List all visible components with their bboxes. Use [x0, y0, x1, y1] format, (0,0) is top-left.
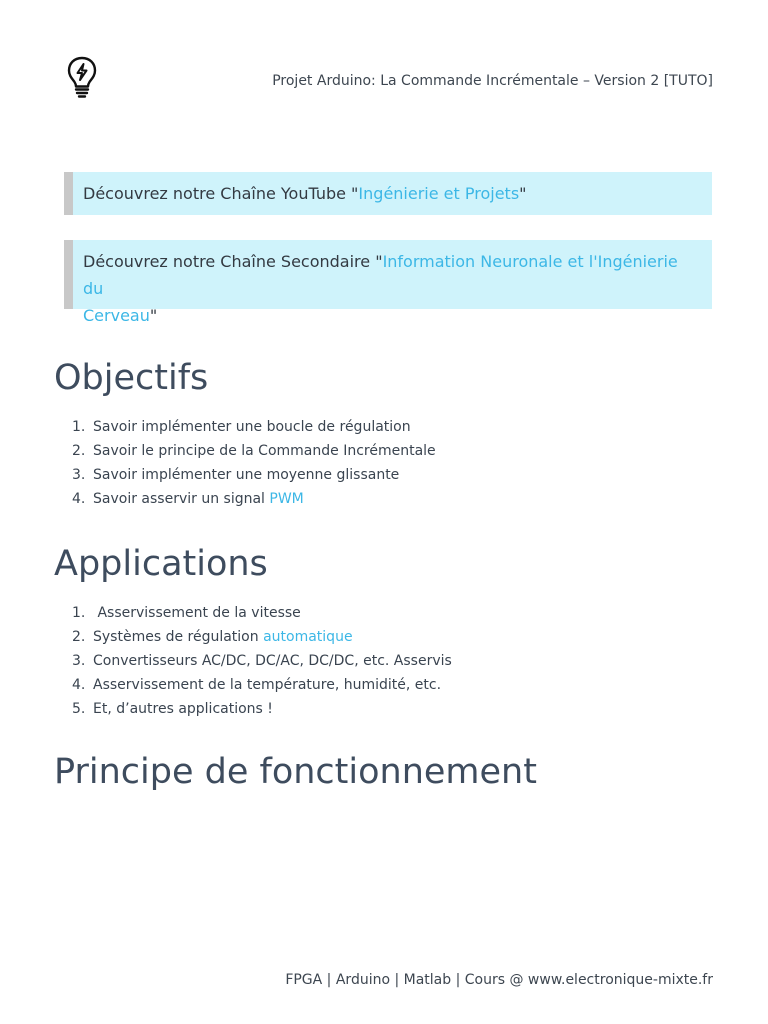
objectifs-list	[72, 415, 436, 511]
list-item-text: Savoir asservir un signal	[93, 491, 270, 507]
secondary-channel-link-line1: Information Neuronale et l'Ingénierie du	[83, 252, 678, 298]
list-item-text: Convertisseurs AC/DC, DC/AC, DC/DC, etc. Asservis	[93, 653, 452, 669]
automatique-link[interactable]: automatique	[263, 629, 353, 645]
list-item-number: 3.	[72, 467, 86, 483]
youtube-channel-notice	[64, 172, 712, 215]
list-item	[72, 415, 436, 439]
list-item-number: 2.	[72, 443, 86, 459]
list-item-number: 4.	[72, 677, 86, 693]
list-item	[72, 649, 452, 673]
list-item	[72, 439, 436, 463]
objectifs-heading: Objectifs	[54, 358, 209, 398]
applications-heading: Applications	[54, 544, 268, 584]
youtube-notice-suffix: "	[519, 184, 527, 203]
page-footer: FPGA | Arduino | Matlab | Cours @ www.electronique-mixte.fr	[285, 972, 713, 988]
list-item	[72, 625, 452, 649]
youtube-channel-link[interactable]: Ingénierie et Projets	[358, 184, 520, 203]
list-item-text: Savoir le principe de la Commande Incrémentale	[93, 443, 436, 459]
list-item	[72, 463, 436, 487]
principe-heading: Principe de fonctionnement	[54, 752, 537, 792]
pwm-link[interactable]: PWM	[269, 491, 304, 507]
list-item-number: 2.	[72, 629, 86, 645]
list-item-number: 1.	[72, 605, 86, 621]
secondary-notice-prefix: Découvrez notre Chaîne Secondaire "	[83, 252, 383, 271]
applications-list	[72, 601, 452, 721]
list-item	[72, 487, 436, 511]
secondary-channel-link-line2: Cerveau	[83, 306, 150, 325]
list-item-text: Asservissement de la vitesse	[93, 605, 301, 621]
list-item-text: Et, d’autres applications !	[93, 701, 273, 717]
secondary-notice-suffix: "	[149, 306, 158, 325]
youtube-notice-prefix: Découvrez notre Chaîne YouTube "	[83, 184, 359, 203]
list-item-text: Savoir implémenter une moyenne glissante	[93, 467, 400, 483]
list-item-number: 5.	[72, 701, 86, 717]
list-item-number: 3.	[72, 653, 86, 669]
list-item-text: Savoir implémenter une boucle de régulation	[93, 419, 411, 435]
list-item-text: Asservissement de la température, humidité, etc.	[93, 677, 442, 693]
list-item	[72, 673, 452, 697]
list-item-number: 4.	[72, 491, 86, 507]
list-item	[72, 697, 452, 721]
list-item	[72, 601, 452, 625]
page-header-title: Projet Arduino: La Commande Incrémentale – Version 2 [TUTO]	[272, 73, 713, 89]
secondary-channel-notice	[64, 240, 712, 325]
list-item-number: 1.	[72, 419, 86, 435]
list-item-text: Systèmes de régulation	[93, 629, 264, 645]
lightbulb-icon	[66, 56, 98, 98]
